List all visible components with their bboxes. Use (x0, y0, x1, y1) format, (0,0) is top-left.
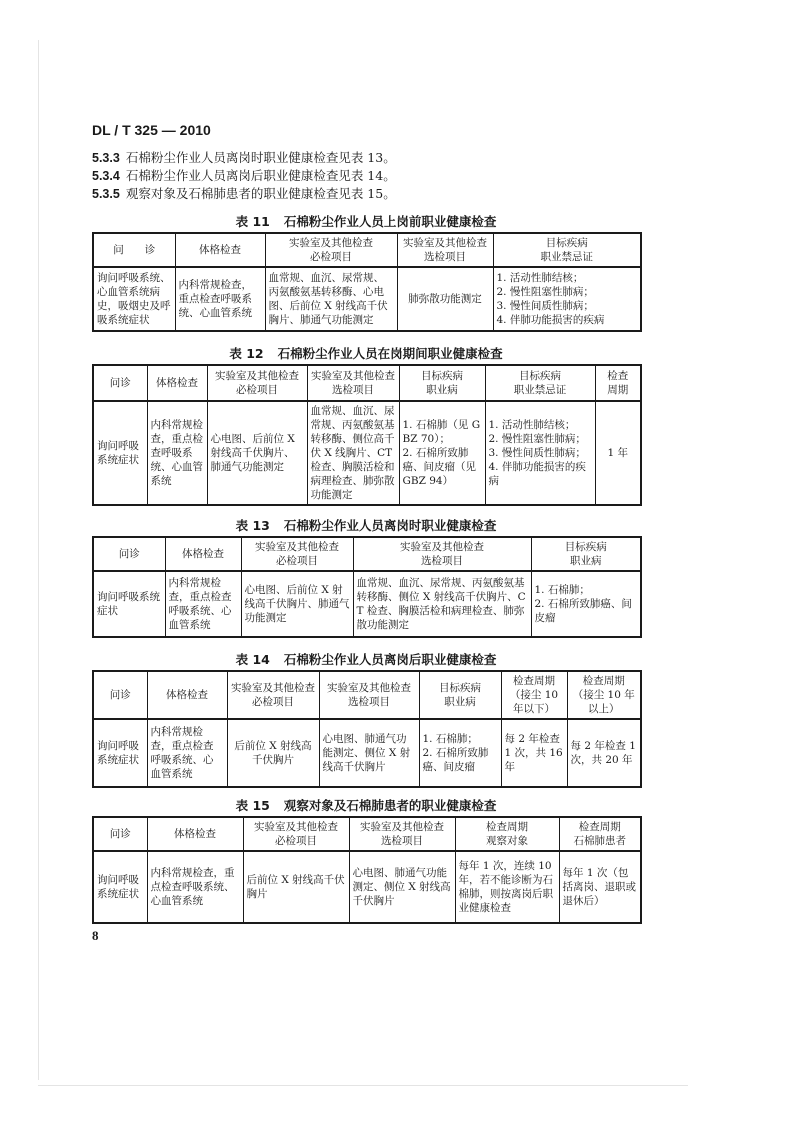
table14 (92, 670, 642, 788)
footer-line (38, 1085, 688, 1086)
header-cell: 问诊 (93, 817, 147, 851)
header-cell: 体格检查 (147, 365, 207, 401)
header-cell: 问 诊 (93, 233, 175, 267)
table-cell: 每 2 年检查 1 次，共 16 年 (501, 719, 567, 787)
table15-caption (92, 796, 640, 814)
table13-caption (92, 516, 640, 534)
table-cell: 内科常规检查，重点检查呼吸系统、心血管系统 (147, 719, 227, 787)
table-title: 石棉粉尘作业人员上岗前职业健康检查 (283, 214, 497, 229)
table11-caption (92, 212, 640, 230)
header-cell: 检查 周期 (595, 365, 641, 401)
table-cell: 1 年 (595, 401, 641, 505)
header-cell: 实验室及其他检查 选检项目 (397, 233, 493, 267)
header-cell: 体格检查 (165, 537, 241, 571)
clause-text: 石棉粉尘作业人员离岗后职业健康检查见表 14。 (125, 168, 396, 183)
clause-text: 石棉粉尘作业人员离岗时职业健康检查见表 13。 (125, 150, 396, 165)
table-cell: 心电图、后前位 X 射线高千伏胸片、肺通气功能测定 (207, 401, 307, 505)
header-cell: 检查周期 观察对象 (455, 817, 559, 851)
table-number: 表 14 (235, 652, 270, 667)
table-header-row (93, 233, 641, 267)
table-header-row (93, 365, 641, 401)
table-title: 石棉粉尘作业人员在岗期间职业健康检查 (277, 346, 503, 361)
table-cell: 询问呼吸系统症状 (93, 401, 147, 505)
header-cell: 检查周期 （接尘 10 年以下） (501, 671, 567, 719)
table-cell: 后前位 X 射线高千伏胸片 (227, 719, 319, 787)
header-cell: 体格检查 (147, 671, 227, 719)
header-cell: 检查周期 （接尘 10 年以上） (567, 671, 641, 719)
table-cell: 询问呼吸系统症状 (93, 571, 165, 637)
table-cell: 心电图、肺通气功能测定、侧位 X 射线高千伏胸片 (349, 851, 455, 923)
clause-number: 5.3.3 (92, 151, 120, 165)
header-cell: 实验室及其他检查 必检项目 (265, 233, 397, 267)
clause-5-3-4 (92, 168, 396, 184)
table-cell: 1. 活动性肺结核； 2. 慢性阻塞性肺病； 3. 慢性间质性肺病； 4. 伴肺功能损害的疾病 (493, 267, 641, 331)
table-cell: 肺弥散功能测定 (397, 267, 493, 331)
table-number: 表 12 (229, 346, 264, 361)
table13 (92, 536, 642, 638)
table-cell: 内科常规检查，重点检查呼吸系统、心血管系统 (175, 267, 265, 331)
table-number: 表 15 (235, 798, 270, 813)
header-cell: 实验室及其他检查 必检项目 (207, 365, 307, 401)
header-cell: 目标疾病 职业禁忌证 (493, 233, 641, 267)
header-cell: 问诊 (93, 365, 147, 401)
table-cell: 1. 活动性肺结核； 2. 慢性阻塞性肺病； 3. 慢性间质性肺病； 4. 伴肺功能损害的疾病 (485, 401, 595, 505)
header-cell: 目标疾病 职业禁忌证 (485, 365, 595, 401)
header-cell: 目标疾病 职业病 (531, 537, 641, 571)
table-title: 石棉粉尘作业人员离岗时职业健康检查 (283, 518, 497, 533)
table-cell: 1. 石棉肺； 2. 石棉所致肺癌、间皮瘤 (531, 571, 641, 637)
table-cell: 询问呼吸系统症状 (93, 851, 147, 923)
header-cell: 实验室及其他检查 必检项目 (241, 537, 353, 571)
table14-caption (92, 650, 640, 668)
header-cell: 体格检查 (147, 817, 243, 851)
header-cell: 问诊 (93, 671, 147, 719)
table-cell: 后前位 X 射线高千伏胸片 (243, 851, 349, 923)
table-header-row (93, 537, 641, 571)
table-row (93, 401, 641, 505)
table-cell: 血常规、血沉、尿常规、丙氨酸氨基转移酶、心电图、后前位 X 射线高千伏胸片、肺通气功能测定 (265, 267, 397, 331)
table-cell: 内科常规检查，重点检查呼吸系统、心血管系统 (165, 571, 241, 637)
table-title: 石棉粉尘作业人员离岗后职业健康检查 (283, 652, 497, 667)
header-cell: 实验室及其他检查 必检项目 (243, 817, 349, 851)
page-margin-line (38, 40, 39, 1080)
header-cell: 目标疾病 职业病 (419, 671, 501, 719)
table-number: 表 11 (235, 214, 270, 229)
table-title: 观察对象及石棉肺患者的职业健康检查 (283, 798, 497, 813)
header-cell: 实验室及其他检查 必检项目 (227, 671, 319, 719)
table-cell: 每 2 年检查 1 次，共 20 年 (567, 719, 641, 787)
table-row (93, 851, 641, 923)
table-cell: 询问呼吸系统、心血管系统病史，吸烟史及呼吸系统症状 (93, 267, 175, 331)
header-cell: 问诊 (93, 537, 165, 571)
header-cell: 体格检查 (175, 233, 265, 267)
table11 (92, 232, 642, 332)
table12 (92, 364, 642, 506)
header-cell: 目标疾病 职业病 (399, 365, 485, 401)
clause-text: 观察对象及石棉肺患者的职业健康检查见表 15。 (125, 186, 396, 201)
table-cell: 每年 1 次（包括离岗、退职或退休后） (559, 851, 641, 923)
header-cell: 实验室及其他检查 选检项目 (307, 365, 399, 401)
table-row (93, 719, 641, 787)
table-cell: 内科常规检查，重点检查呼吸系统、心血管系统 (147, 851, 243, 923)
document-id: DL / T 325 — 2010 (92, 122, 211, 138)
table-cell: 血常规、血沉、尿常规、丙氨酸氨基转移酶、侧位 X 射线高千伏胸片、CT 检查、胸膜活检和病理检查、肺弥散功能测定 (353, 571, 531, 637)
table-number: 表 13 (235, 518, 270, 533)
clause-5-3-5 (92, 186, 396, 202)
table15 (92, 816, 642, 924)
table-cell: 心电图、后前位 X 射线高千伏胸片、肺通气功能测定 (241, 571, 353, 637)
table12-caption (92, 344, 640, 362)
table-header-row (93, 671, 641, 719)
table-row (93, 571, 641, 637)
clause-5-3-3 (92, 150, 396, 166)
table-cell: 询问呼吸系统症状 (93, 719, 147, 787)
header-cell: 检查周期 石棉肺患者 (559, 817, 641, 851)
table-cell: 每年 1 次，连续 10 年，若不能诊断为石棉肺，则按离岗后职业健康检查 (455, 851, 559, 923)
table-cell: 血常规、血沉、尿常规、丙氨酸氨基转移酶、侧位高千伏 X 线胸片、CT 检查、胸膜活检和病理检查、肺弥散功能测定 (307, 401, 399, 505)
table-cell: 心电图、肺通气功能测定、侧位 X 射线高千伏胸片 (319, 719, 419, 787)
header-cell: 实验室及其他检查 选检项目 (349, 817, 455, 851)
clause-number: 5.3.4 (92, 169, 120, 183)
header-cell: 实验室及其他检查 选检项目 (353, 537, 531, 571)
table-row (93, 267, 641, 331)
table-cell: 1. 石棉肺（见 GBZ 70）； 2. 石棉所致肺癌、间皮瘤（见 GBZ 94） (399, 401, 485, 505)
page-number: 8 (92, 928, 99, 943)
table-cell: 内科常规检查，重点检查呼吸系统、心血管系统 (147, 401, 207, 505)
table-header-row (93, 817, 641, 851)
header-cell: 实验室及其他检查 选检项目 (319, 671, 419, 719)
table-cell: 1. 石棉肺； 2. 石棉所致肺癌、间皮瘤 (419, 719, 501, 787)
clause-number: 5.3.5 (92, 187, 120, 201)
